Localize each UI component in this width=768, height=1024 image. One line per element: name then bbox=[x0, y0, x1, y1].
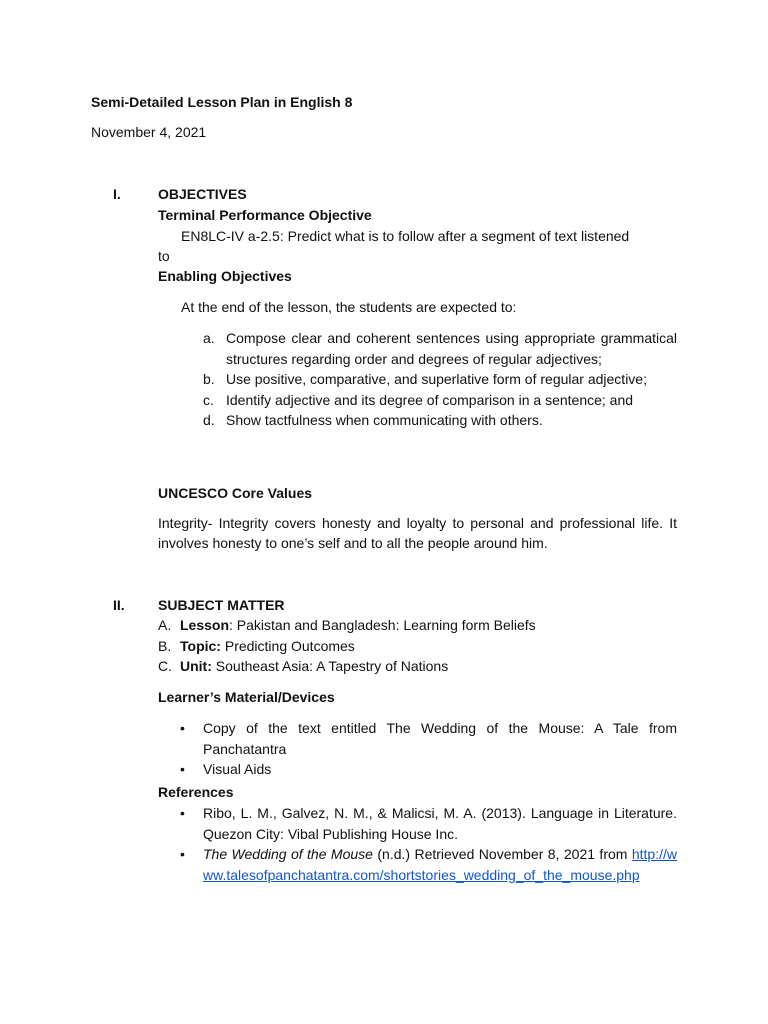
list-item-text: Visual Aids bbox=[203, 761, 272, 777]
item-label: Unit: bbox=[180, 658, 212, 674]
subheading-references: References bbox=[158, 784, 234, 800]
section-numeral: I. bbox=[113, 186, 121, 202]
list-item bbox=[158, 615, 536, 636]
list-item-text: Identify adjective and its degree of comparison in a sentence; and bbox=[226, 391, 634, 408]
list-item-text: Use positive, comparative, and superlative form of regular adjective; bbox=[226, 371, 647, 387]
list-marker: C. bbox=[158, 658, 172, 674]
reference-title: The Wedding of the Mouse bbox=[203, 846, 373, 862]
list-item bbox=[158, 656, 536, 677]
list-marker: B. bbox=[158, 637, 172, 654]
list-marker: c. bbox=[203, 391, 214, 408]
enabling-intro: At the end of the lesson, the students are expected to: bbox=[181, 299, 517, 315]
list-item bbox=[180, 718, 677, 759]
subheading-enabling-objectives: Enabling Objectives bbox=[158, 268, 292, 284]
subject-matter-list bbox=[158, 615, 536, 677]
subheading-terminal-objective: Terminal Performance Objective bbox=[158, 207, 372, 223]
bullet-icon: • bbox=[180, 761, 185, 777]
list-item bbox=[180, 759, 677, 780]
list-item-text: Compose clear and coherent sentences using appropriate grammatical structures regarding order and degrees of regular adjectives; bbox=[226, 330, 677, 367]
list-marker: d. bbox=[203, 412, 215, 428]
document-title: Semi-Detailed Lesson Plan in English 8 bbox=[91, 94, 353, 110]
subheading-learner-materials: Learner’s Material/Devices bbox=[158, 689, 335, 705]
section-heading: OBJECTIVES bbox=[158, 186, 247, 202]
list-item bbox=[180, 803, 677, 844]
list-item bbox=[180, 844, 677, 885]
reference-retrieved-text: (n.d.) Retrieved November 8, 2021 from bbox=[372, 846, 632, 862]
bullet-icon: • bbox=[180, 805, 185, 821]
materials-list bbox=[180, 718, 677, 780]
item-text: Southeast Asia: A Tapestry of Nations bbox=[211, 658, 449, 674]
list-marker: b. bbox=[203, 371, 215, 387]
list-item bbox=[203, 328, 677, 369]
objectives-list bbox=[203, 328, 677, 431]
list-marker: a. bbox=[203, 330, 215, 346]
section-numeral: II. bbox=[113, 597, 125, 613]
core-values-text: Integrity- Integrity covers honesty and loyalty to personal and professional life. It involves honesty to one’s self and to all the people around him. bbox=[158, 515, 677, 551]
list-marker: A. bbox=[158, 617, 172, 633]
document-date: November 4, 2021 bbox=[91, 124, 207, 140]
list-item bbox=[203, 410, 677, 431]
terminal-objective-text-cont: to bbox=[158, 248, 170, 264]
references-list bbox=[180, 803, 677, 885]
list-item-text: Copy of the text entitled The Wedding of the Mouse: A Tale from Panchatantra bbox=[203, 720, 677, 757]
terminal-objective-text: EN8LC-IV a-2.5: Predict what is to follow after a segment of text listened bbox=[181, 228, 630, 244]
subheading-core-values: UNCESCO Core Values bbox=[158, 485, 313, 501]
bullet-icon: • bbox=[180, 720, 185, 736]
reference-text bbox=[203, 844, 677, 885]
list-item bbox=[158, 636, 536, 657]
section-heading: SUBJECT MATTER bbox=[158, 597, 285, 613]
list-item bbox=[203, 390, 677, 411]
item-text: Predicting Outcomes bbox=[220, 637, 355, 654]
item-label: Lesson bbox=[180, 617, 230, 633]
item-text: : Pakistan and Bangladesh: Learning form Beliefs bbox=[229, 617, 536, 633]
reference-link[interactable]: http://www.talesofpanchatantra.com/shortstories_wedding_of_the_mouse.php bbox=[203, 846, 677, 883]
list-item bbox=[203, 369, 677, 390]
list-item-text: Show tactfulness when communicating with others. bbox=[226, 412, 543, 428]
reference-text: Ribo, L. M., Galvez, N. M., & Malicsi, M. A. (2013). Language in Literature. Quezon City: Vibal Publishing House Inc. bbox=[203, 805, 677, 842]
item-label: Topic: bbox=[180, 637, 221, 654]
bullet-icon: • bbox=[180, 846, 185, 862]
